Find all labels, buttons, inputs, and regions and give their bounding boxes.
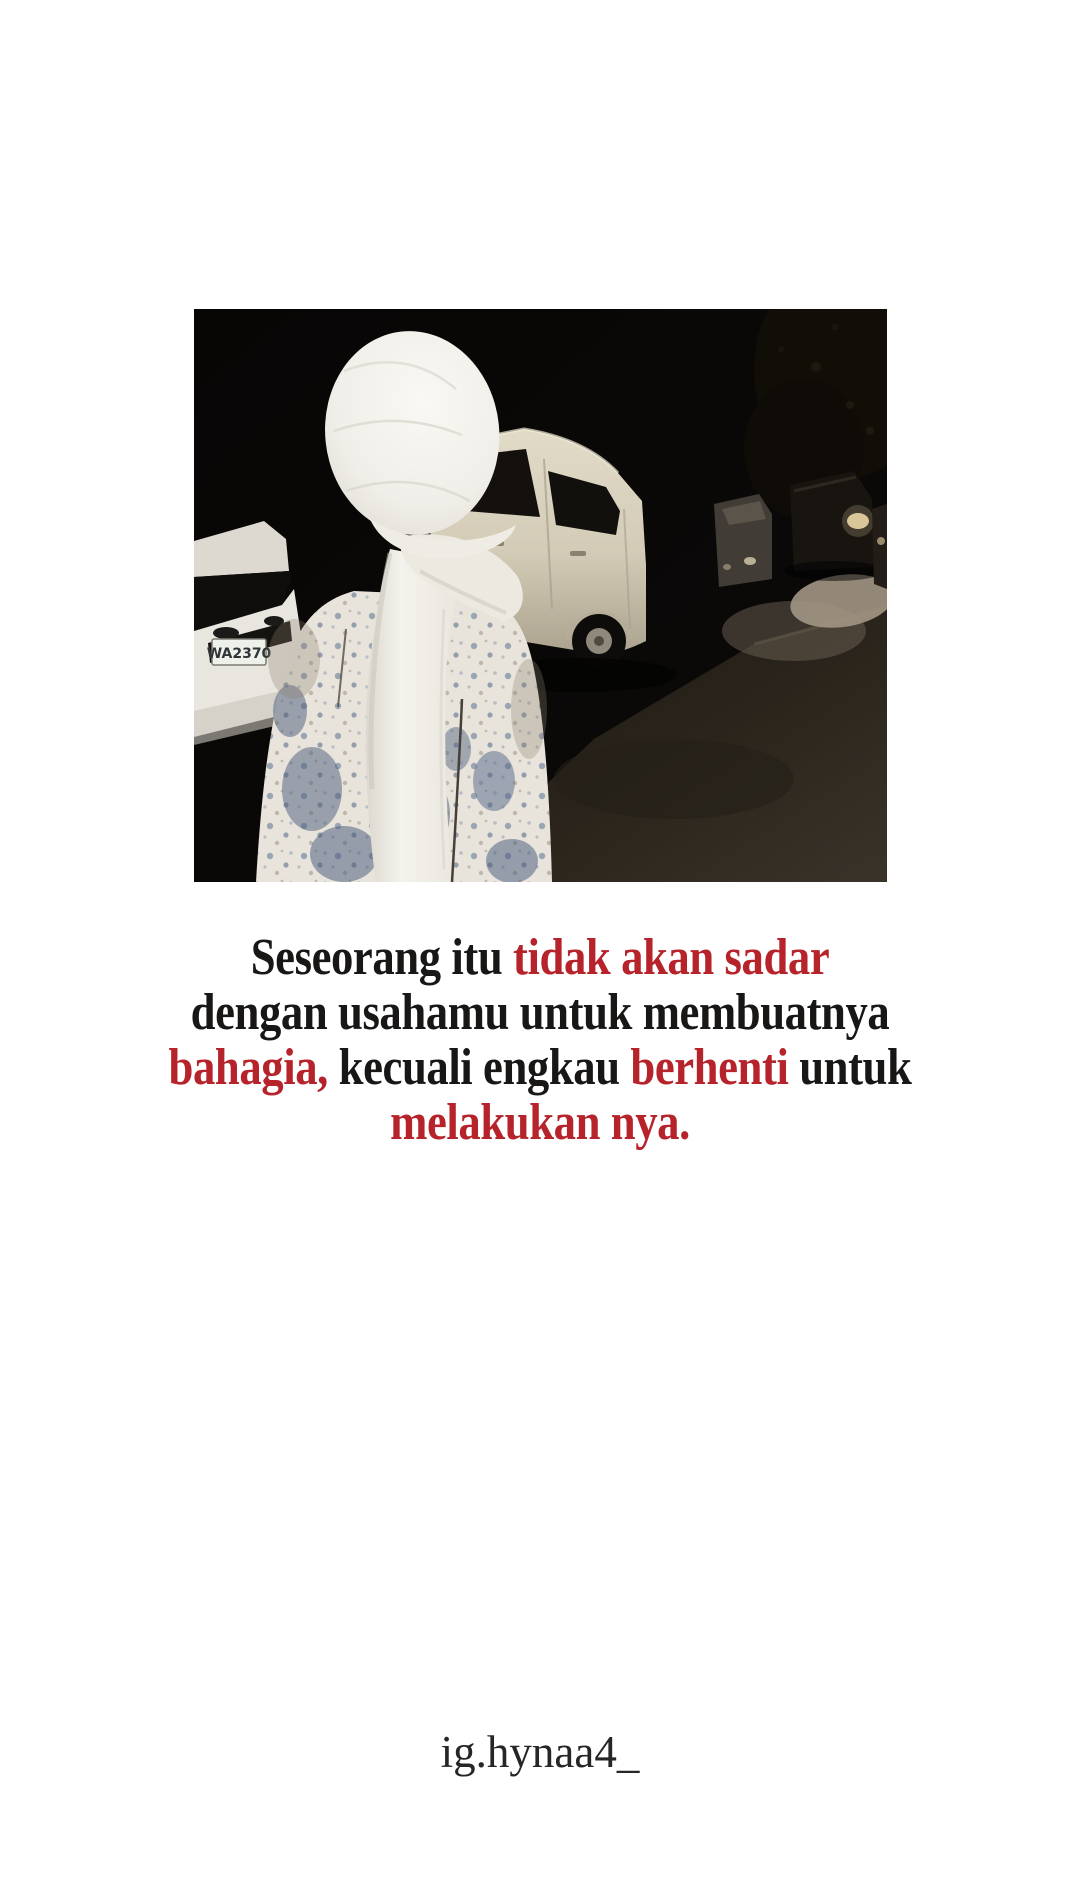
quote-segment: tidak akan sadar	[513, 929, 830, 986]
quote-line-1	[76, 930, 1005, 985]
quote-line-2	[76, 985, 1005, 1040]
quote-segment: bahagia,	[168, 1039, 328, 1096]
quote-segment: untuk	[788, 1039, 912, 1096]
license-plate	[207, 639, 272, 665]
quote-segment: kecuali engkau	[327, 1039, 631, 1096]
quote-segment: Seseorang itu	[250, 929, 514, 986]
quote-line-4	[76, 1095, 1005, 1150]
quote-text-block	[76, 930, 1005, 1150]
quote-segment: berhenti	[630, 1039, 789, 1096]
quote-segment: dengan usahamu untuk membuatnya	[190, 984, 890, 1041]
instagram-handle: ig.hynaa4_	[440, 1727, 640, 1777]
edge-vehicle	[872, 504, 887, 589]
quote-segment: melakukan nya.	[390, 1094, 690, 1151]
svg-text:WA2370: WA2370	[206, 646, 272, 662]
distant-gray-car	[714, 494, 772, 587]
quote-line-3	[76, 1040, 1005, 1095]
quote-photo	[194, 309, 887, 882]
night-parking-scene	[194, 309, 887, 882]
